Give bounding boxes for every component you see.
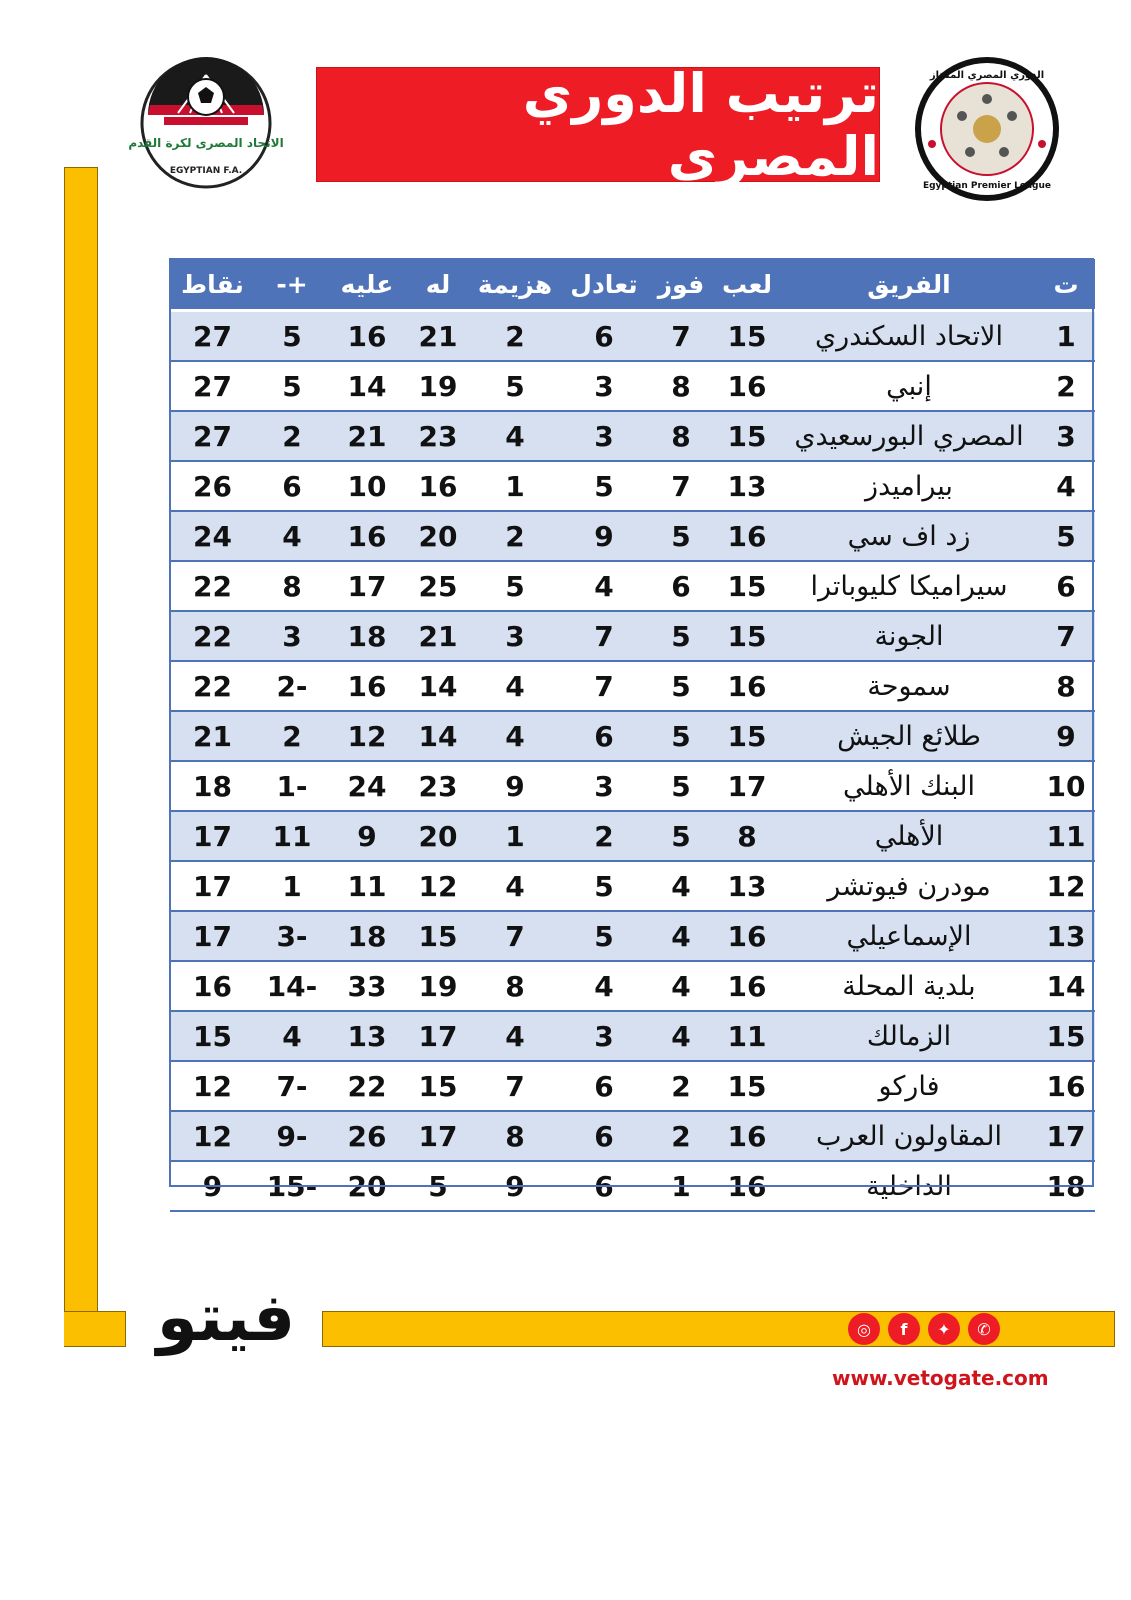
twitter-icon[interactable]: ✦ [928,1313,960,1345]
cell-team: زد اف سي [781,511,1037,561]
cell-team: الإسماعيلي [781,911,1037,961]
cell-played: 13 [713,461,781,511]
website-link[interactable]: www.vetogate.com [832,1366,1049,1390]
cell-diff: 8 [255,561,329,611]
cell-against: 16 [329,511,405,561]
cell-points: 16 [170,961,255,1011]
cell-played: 15 [713,311,781,362]
cell-points: 17 [170,911,255,961]
cell-lost: 4 [471,861,559,911]
table-row [170,1061,1095,1111]
cell-won: 4 [649,911,713,961]
cell-diff: 4 [255,1011,329,1061]
cell-diff: -3 [255,911,329,961]
cell-team: إنبي [781,361,1037,411]
cell-team: الجونة [781,611,1037,661]
cell-diff: -9 [255,1111,329,1161]
cell-lost: 4 [471,1011,559,1061]
cell-team: سيراميكا كليوباترا [781,561,1037,611]
cell-won: 4 [649,1011,713,1061]
cell-points: 26 [170,461,255,511]
cell-won: 6 [649,561,713,611]
cell-played: 15 [713,561,781,611]
cell-for: 14 [405,711,471,761]
cell-against: 9 [329,811,405,861]
cell-played: 16 [713,661,781,711]
cell-played: 17 [713,761,781,811]
cell-played: 15 [713,611,781,661]
cell-team: الزمالك [781,1011,1037,1061]
cell-lost: 4 [471,411,559,461]
cell-team: بيراميدز [781,461,1037,511]
premier-league-logo [912,54,1062,204]
cell-team: طلائع الجيش [781,711,1037,761]
cell-diff: 11 [255,811,329,861]
cell-drawn: 5 [559,911,649,961]
cell-for: 5 [405,1161,471,1211]
cell-drawn: 3 [559,1011,649,1061]
cell-team: الأهلي [781,811,1037,861]
cell-for: 23 [405,761,471,811]
cell-lost: 7 [471,911,559,961]
cell-for: 20 [405,511,471,561]
cell-against: 17 [329,561,405,611]
table-row [170,911,1095,961]
cell-lost: 2 [471,311,559,362]
cell-points: 27 [170,311,255,362]
cell-rank: 13 [1037,911,1095,961]
cell-rank: 4 [1037,461,1095,511]
egyptian-fa-logo [128,55,284,191]
cell-diff: 2 [255,411,329,461]
cell-diff: -15 [255,1161,329,1211]
cell-points: 12 [170,1061,255,1111]
cell-against: 13 [329,1011,405,1061]
cell-drawn: 6 [559,1111,649,1161]
col-rank: ت [1037,259,1095,311]
cell-against: 24 [329,761,405,811]
cell-lost: 8 [471,961,559,1011]
facebook-icon[interactable]: f [888,1313,920,1345]
cell-rank: 11 [1037,811,1095,861]
cell-drawn: 2 [559,811,649,861]
page-title: ترتيب الدوري المصري [316,67,880,182]
cell-for: 14 [405,661,471,711]
cell-drawn: 4 [559,961,649,1011]
cell-played: 13 [713,861,781,911]
vetogate-logo: فيتو [156,1278,296,1356]
cell-played: 16 [713,1111,781,1161]
cell-team: مودرن فيوتشر [781,861,1037,911]
cell-for: 19 [405,361,471,411]
cell-points: 27 [170,411,255,461]
cell-won: 1 [649,1161,713,1211]
cell-won: 8 [649,411,713,461]
cell-team: البنك الأهلي [781,761,1037,811]
cell-lost: 1 [471,811,559,861]
cell-played: 8 [713,811,781,861]
accent-bar-bottom-left [64,1311,126,1347]
cell-won: 5 [649,711,713,761]
cell-rank: 5 [1037,511,1095,561]
cell-rank: 16 [1037,1061,1095,1111]
cell-against: 14 [329,361,405,411]
cell-rank: 15 [1037,1011,1095,1061]
cell-played: 11 [713,1011,781,1061]
cell-won: 2 [649,1061,713,1111]
cell-lost: 8 [471,1111,559,1161]
cell-diff: 5 [255,361,329,411]
cell-rank: 18 [1037,1161,1095,1211]
cell-for: 12 [405,861,471,911]
whatsapp-icon[interactable]: ✆ [968,1313,1000,1345]
table-row [170,361,1095,411]
cell-lost: 3 [471,611,559,661]
cell-against: 16 [329,661,405,711]
cell-for: 15 [405,1061,471,1111]
cell-against: 21 [329,411,405,461]
cell-for: 19 [405,961,471,1011]
table-row [170,611,1095,661]
cell-drawn: 3 [559,361,649,411]
standings-table [170,259,1095,1212]
cell-diff: 2 [255,711,329,761]
cell-points: 18 [170,761,255,811]
cell-points: 9 [170,1161,255,1211]
cell-against: 10 [329,461,405,511]
cell-won: 4 [649,861,713,911]
cell-rank: 17 [1037,1111,1095,1161]
cell-team: الاتحاد السكندري [781,311,1037,362]
cell-team: فاركو [781,1061,1037,1111]
table-row [170,561,1095,611]
cell-points: 21 [170,711,255,761]
cell-played: 16 [713,361,781,411]
table-row [170,1011,1095,1061]
cell-points: 27 [170,361,255,411]
cell-points: 12 [170,1111,255,1161]
cell-diff: -14 [255,961,329,1011]
cell-lost: 4 [471,711,559,761]
logo-left-arabic: الاتحاد المصرى لكرة القدم [128,136,284,150]
cell-lost: 5 [471,361,559,411]
cell-points: 17 [170,811,255,861]
cell-for: 20 [405,811,471,861]
cell-won: 4 [649,961,713,1011]
cell-diff: 3 [255,611,329,661]
cell-rank: 6 [1037,561,1095,611]
instagram-icon[interactable]: ◎ [848,1313,880,1345]
table-row [170,511,1095,561]
col-points: نقاط [170,259,255,311]
col-goals-against: عليه [329,259,405,311]
col-team: الفريق [781,259,1037,311]
cell-for: 17 [405,1011,471,1061]
table-row [170,411,1095,461]
cell-drawn: 7 [559,661,649,711]
cell-won: 2 [649,1111,713,1161]
table-row [170,711,1095,761]
cell-rank: 12 [1037,861,1095,911]
cell-lost: 7 [471,1061,559,1111]
cell-against: 12 [329,711,405,761]
cell-points: 22 [170,611,255,661]
cell-for: 23 [405,411,471,461]
cell-against: 18 [329,611,405,661]
cell-rank: 10 [1037,761,1095,811]
cell-won: 5 [649,511,713,561]
table-row [170,311,1095,362]
cell-diff: 4 [255,511,329,561]
col-goals-for: له [405,259,471,311]
cell-diff: -7 [255,1061,329,1111]
cell-rank: 7 [1037,611,1095,661]
cell-points: 24 [170,511,255,561]
col-won: فوز [649,259,713,311]
cell-for: 25 [405,561,471,611]
cell-won: 7 [649,461,713,511]
cell-diff: -1 [255,761,329,811]
cell-played: 16 [713,911,781,961]
cell-drawn: 3 [559,411,649,461]
cell-diff: 6 [255,461,329,511]
cell-points: 22 [170,561,255,611]
cell-rank: 2 [1037,361,1095,411]
cell-played: 16 [713,961,781,1011]
cell-played: 15 [713,711,781,761]
table-row [170,861,1095,911]
accent-bar-vertical [64,167,98,1347]
cell-against: 18 [329,911,405,961]
cell-against: 22 [329,1061,405,1111]
cell-team: المصري البورسعيدي [781,411,1037,461]
cell-against: 20 [329,1161,405,1211]
cell-for: 21 [405,311,471,362]
cell-for: 15 [405,911,471,961]
cell-for: 16 [405,461,471,511]
cell-drawn: 3 [559,761,649,811]
col-lost: هزيمة [471,259,559,311]
logo-right-english: Egyptian Premier League [922,181,1052,191]
table-header-row [170,259,1095,311]
cell-won: 7 [649,311,713,362]
table-row [170,761,1095,811]
col-drawn: تعادل [559,259,649,311]
cell-lost: 9 [471,1161,559,1211]
cell-rank: 3 [1037,411,1095,461]
cell-against: 26 [329,1111,405,1161]
cell-against: 33 [329,961,405,1011]
cell-for: 21 [405,611,471,661]
table-row [170,461,1095,511]
table-row [170,661,1095,711]
cell-lost: 2 [471,511,559,561]
cell-against: 16 [329,311,405,362]
table-row [170,1161,1095,1211]
cell-diff: -2 [255,661,329,711]
cell-played: 15 [713,1061,781,1111]
cell-against: 11 [329,861,405,911]
logo-right-arabic: الدوري المصري الممتاز [929,70,1045,81]
cell-rank: 9 [1037,711,1095,761]
cell-rank: 1 [1037,311,1095,362]
cell-won: 5 [649,761,713,811]
col-played: لعب [713,259,781,311]
cell-drawn: 7 [559,611,649,661]
cell-points: 22 [170,661,255,711]
table-row [170,961,1095,1011]
cell-for: 17 [405,1111,471,1161]
cell-played: 16 [713,1161,781,1211]
logo-left-caption: EGYPTIAN F.A. [169,166,243,176]
cell-points: 15 [170,1011,255,1061]
cell-team: سموحة [781,661,1037,711]
cell-drawn: 4 [559,561,649,611]
cell-diff: 5 [255,311,329,362]
cell-rank: 14 [1037,961,1095,1011]
cell-rank: 8 [1037,661,1095,711]
cell-won: 5 [649,611,713,661]
cell-drawn: 6 [559,1061,649,1111]
cell-drawn: 6 [559,311,649,362]
cell-team: المقاولون العرب [781,1111,1037,1161]
table-row [170,811,1095,861]
col-goal-diff: +- [255,259,329,311]
cell-drawn: 5 [559,861,649,911]
cell-lost: 1 [471,461,559,511]
cell-drawn: 9 [559,511,649,561]
cell-lost: 9 [471,761,559,811]
social-links [848,1313,1000,1345]
table-row [170,1111,1095,1161]
cell-points: 17 [170,861,255,911]
cell-won: 5 [649,811,713,861]
cell-drawn: 5 [559,461,649,511]
cell-played: 16 [713,511,781,561]
cell-team: الداخلية [781,1161,1037,1211]
cell-team: بلدية المحلة [781,961,1037,1011]
cell-diff: 1 [255,861,329,911]
cell-lost: 4 [471,661,559,711]
cell-drawn: 6 [559,1161,649,1211]
cell-drawn: 6 [559,711,649,761]
cell-won: 8 [649,361,713,411]
cell-played: 15 [713,411,781,461]
cell-lost: 5 [471,561,559,611]
cell-won: 5 [649,661,713,711]
